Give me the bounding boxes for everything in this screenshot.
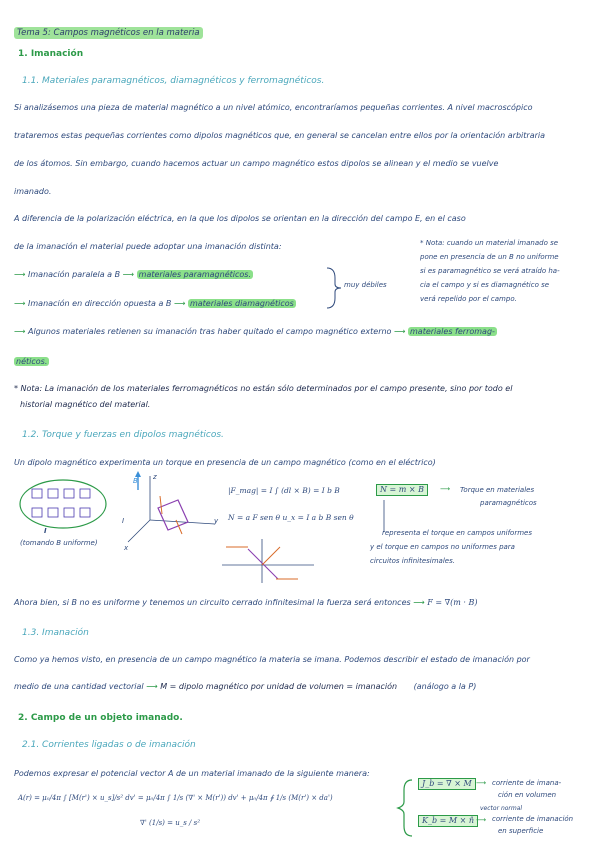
dipole-grid-figure — [18, 478, 108, 530]
paragraph-6: Podemos expresar el potencial vector A de un material imanado de la siguiente manera: — [14, 769, 370, 778]
paragraph-5-line-1: Como ya hemos visto, en presencia de un campo magnético la materia se imana. Podemos describir el estado de imanación por — [14, 655, 530, 664]
list-item-paramagnetic: ⟶ Imanación paralela a B ⟶ materiales paramagnéticos. — [14, 270, 251, 279]
list-item-ferromagnetic: ⟶ Algunos materiales retienen su imanación tras haber quitado el campo magnético externo ⟶ materiales ferromag- — [14, 327, 495, 336]
page-title: Tema 5: Campos magnéticos en la materia — [14, 22, 203, 38]
axis-x-label: x — [124, 544, 129, 552]
list-item-diamagnetic: ⟶ Imanación en dirección opuesta a B ⟶ materiales diamagnéticos — [14, 299, 294, 308]
arrow-icon: ⟶ — [14, 299, 26, 308]
note-1-line-5: verá repelido por el campo. — [420, 295, 517, 303]
normal-vector-label: vector normal — [480, 805, 523, 812]
arrow-icon: ⟶ — [14, 270, 26, 279]
note-1-line-2: pone en presencia de un B no uniforme — [420, 253, 559, 261]
brace-icon — [396, 778, 416, 838]
arrow-icon: ⟶ — [476, 779, 487, 787]
bound-surface-current-box: K_b = M × n̂ — [418, 815, 478, 827]
equation-force-magnitude: |F_mag| = I ∫ (dl × B) = I b B — [228, 486, 340, 495]
arrow-icon: ⟶ — [440, 485, 451, 493]
paragraph-1-line-1: Si analizásemos una pieza de material magnético a un nivel atómico, encontraríamos pequeñas corrientes. A nivel macroscópico — [14, 103, 533, 112]
paragraph-1-line-4: imanado. — [14, 187, 52, 196]
note-1-line-1: * Nota: cuando un material imanado se — [420, 239, 559, 247]
brace-label: muy débiles — [344, 281, 387, 289]
surface-current-label-2: en superficie — [498, 827, 544, 835]
paragraph-3: Un dipolo magnético experimenta un torque en presencia de un campo magnético (como en el eléctrico) — [14, 458, 436, 467]
brace-icon — [325, 266, 345, 310]
axis-i-label: I — [122, 517, 125, 525]
represents-line-1: representa el torque en campos uniformes — [382, 529, 532, 537]
equation-vector-potential: A(r) = μ₀/4π ∫ [M(r') × u_s]/s² dv' = μ₀/4π ∫ 1/s (∇' × M(r')) dv' + μ₀/4π ∮ 1/s (M(r') × da') — [18, 794, 333, 802]
axis-b-label: B — [133, 477, 138, 485]
arrow-icon: ⟶ — [476, 816, 487, 824]
arrow-icon: ⟶ — [14, 327, 26, 336]
volume-current-label-1: corriente de imana- — [492, 779, 562, 787]
paragraph-2-line-1: A diferencia de la polarización eléctrica, en la que los dipolos se orientan en la dirección del campo E, en el caso — [14, 214, 466, 223]
current-label: I — [44, 527, 47, 535]
bound-volume-current-box: J_b = ∇ × M — [418, 778, 476, 790]
section-1-3-heading: 1.3. Imanación — [22, 628, 89, 638]
note-2-line-1: * Nota: La imanación de los materiales ferromagnéticos no están sólo determinados por el campo presente, sino por todo el — [14, 384, 513, 393]
torque-label-line-2: paramagnéticos — [480, 499, 537, 507]
section-1-2-heading: 1.2. Torque y fuerzas en dipolos magnéticos. — [22, 430, 224, 440]
axis-y-label: y — [214, 517, 219, 525]
paragraph-1-line-2: trataremos estas pequeñas corrientes como dipolos magnéticos que, en general se cancelan entre ellos por la orientación arbitraria — [14, 131, 546, 140]
torque-label-line-1: Torque en materiales — [460, 486, 535, 494]
section-1-heading: 1. Imanación — [18, 49, 84, 59]
axis-z-label: z — [153, 473, 157, 481]
represents-line-3: circuitos infinitesimales. — [370, 557, 455, 565]
paragraph-4: Ahora bien, si B no es uniforme y tenemos un circuito cerrado infinitesimal la fuerza será entonces ⟶ F = ∇(m · B) — [14, 598, 478, 607]
paragraph-5-line-2: medio de una cantidad vectorial ⟶ M = dipolo magnético por unidad de volumen = imanación (análogo a la P) — [14, 682, 477, 691]
list-item-ferromagnetic-cont: néticos. — [16, 357, 48, 366]
note-1-line-3: si es paramagnético se verá atraído ha- — [420, 267, 560, 275]
section-1-1-heading: 1.1. Materiales paramagnéticos, diamagnéticos y ferromagnéticos. — [22, 76, 325, 86]
equation-torque-expanded: N = a F sen θ u_x = I a b B sen θ — [228, 513, 354, 522]
torque-diagram — [218, 535, 318, 585]
section-2-1-heading: 2.1. Corrientes ligadas o de imanación — [22, 740, 196, 750]
equation-gradient-identity: ∇' (1/s) = u_s / s² — [140, 819, 201, 827]
represents-line-2: y el torque en campos no uniformes para — [370, 543, 515, 551]
paragraph-2-line-2: de la imanación el material puede adoptar una imanación distinta: — [14, 242, 282, 251]
surface-current-label-1: corriente de imanación — [492, 815, 574, 823]
section-2-heading: 2. Campo de un objeto imanado. — [18, 713, 183, 723]
figure-caption: (tomando B uniforme) — [20, 539, 98, 547]
note-2-line-2: historial magnético del material. — [20, 400, 151, 409]
torque-box: N = m × B — [376, 484, 428, 496]
paragraph-1-line-3: de los átomos. Sin embargo, cuando hacemos actuar un campo magnético estos dipolos se alinean y el medio se vuelve — [14, 159, 499, 168]
volume-current-label-2: ción en volumen — [498, 791, 557, 799]
note-1-line-4: cia el campo y si es diamagnético se — [420, 281, 550, 289]
